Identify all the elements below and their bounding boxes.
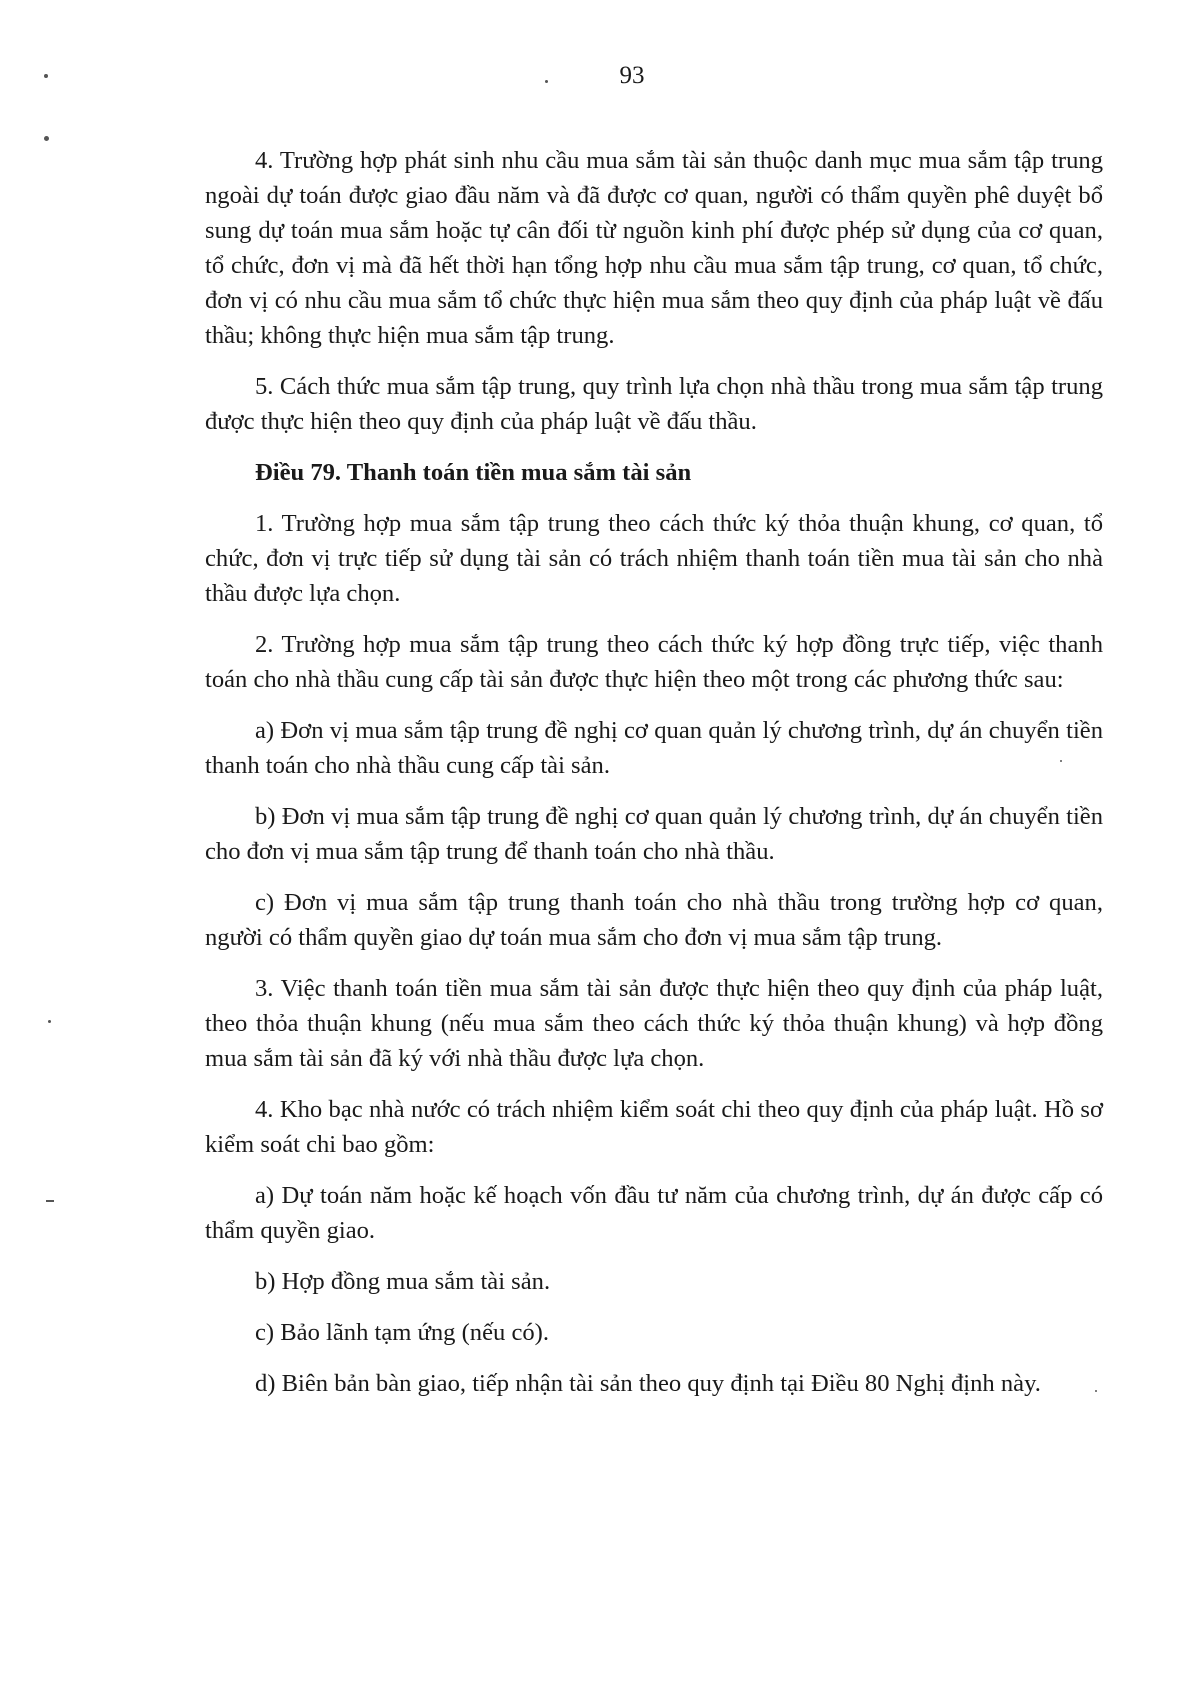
scan-speck <box>1095 1390 1097 1392</box>
scan-speck <box>44 74 48 78</box>
paragraph: c) Bảo lãnh tạm ứng (nếu có). <box>255 1319 550 1346</box>
paragraph: b) Đơn vị mua sắm tập trung đề nghị cơ quan quản lý chương trình, dự án chuyển tiền cho đơn vị mua sắm tập trung để thanh toán cho nhà thầu. <box>205 803 1103 865</box>
scan-speck <box>1060 760 1062 762</box>
scan-speck <box>545 80 548 83</box>
scan-speck <box>48 1020 51 1023</box>
scan-speck <box>44 136 49 141</box>
paragraph: 3. Việc thanh toán tiền mua sắm tài sản được thực hiện theo quy định của pháp luật, theo thỏa thuận khung (nếu mua sắm theo cách thức ký thỏa thuận khung) và hợp đồng mua sắm tài sản đã ký với nhà thầu được lựa chọn. <box>205 975 1103 1072</box>
paragraph: 5. Cách thức mua sắm tập trung, quy trình lựa chọn nhà thầu trong mua sắm tập trung được thực hiện theo quy định của pháp luật về đấu thầu. <box>205 373 1103 435</box>
paragraph: 4. Kho bạc nhà nước có trách nhiệm kiểm soát chi theo quy định của pháp luật. Hồ sơ kiểm soát chi bao gồm: <box>205 1096 1103 1158</box>
paragraph: a) Dự toán năm hoặc kế hoạch vốn đầu tư năm của chương trình, dự án được cấp có thẩm quyền giao. <box>205 1182 1103 1244</box>
paragraph: 2. Trường hợp mua sắm tập trung theo cách thức ký hợp đồng trực tiếp, việc thanh toán cho nhà thầu cung cấp tài sản được thực hiện theo một trong các phương thức sau: <box>205 631 1103 693</box>
paragraph: c) Đơn vị mua sắm tập trung thanh toán cho nhà thầu trong trường hợp cơ quan, người có thẩm quyền giao dự toán mua sắm cho đơn vị mua sắm tập trung. <box>205 889 1103 951</box>
scan-speck <box>46 1200 54 1202</box>
document-body <box>205 143 1103 1417</box>
paragraph: a) Đơn vị mua sắm tập trung đề nghị cơ quan quản lý chương trình, dự án chuyển tiền thanh toán cho nhà thầu cung cấp tài sản. <box>205 717 1103 779</box>
paragraph: d) Biên bản bàn giao, tiếp nhận tài sản theo quy định tại Điều 80 Nghị định này. <box>255 1370 1041 1397</box>
article-heading: Điều 79. Thanh toán tiền mua sắm tài sản <box>255 459 692 486</box>
paragraph: b) Hợp đồng mua sắm tài sản. <box>255 1268 551 1295</box>
page-number: 93 <box>619 62 645 89</box>
paragraph: 1. Trường hợp mua sắm tập trung theo cách thức ký thỏa thuận khung, cơ quan, tổ chức, đơn vị trực tiếp sử dụng tài sản có trách nhiệm thanh toán tiền mua tài sản cho nhà thầu được lựa chọn. <box>205 510 1103 607</box>
paragraph: 4. Trường hợp phát sinh nhu cầu mua sắm tài sản thuộc danh mục mua sắm tập trung ngoài dự toán được giao đầu năm và đã được cơ quan, người có thẩm quyền phê duyệt bổ sung dự toán mua sắm hoặc tự cân đối từ nguồn kinh phí được phép sử dụng của cơ quan, tổ chức, đơn vị mà đã hết thời hạn tổng hợp nhu cầu mua sắm tập trung, cơ quan, tổ chức, đơn vị có nhu cầu mua sắm tổ chức thực hiện mua sắm theo quy định của pháp luật về đấu thầu; không thực hiện mua sắm tập trung. <box>205 147 1103 349</box>
